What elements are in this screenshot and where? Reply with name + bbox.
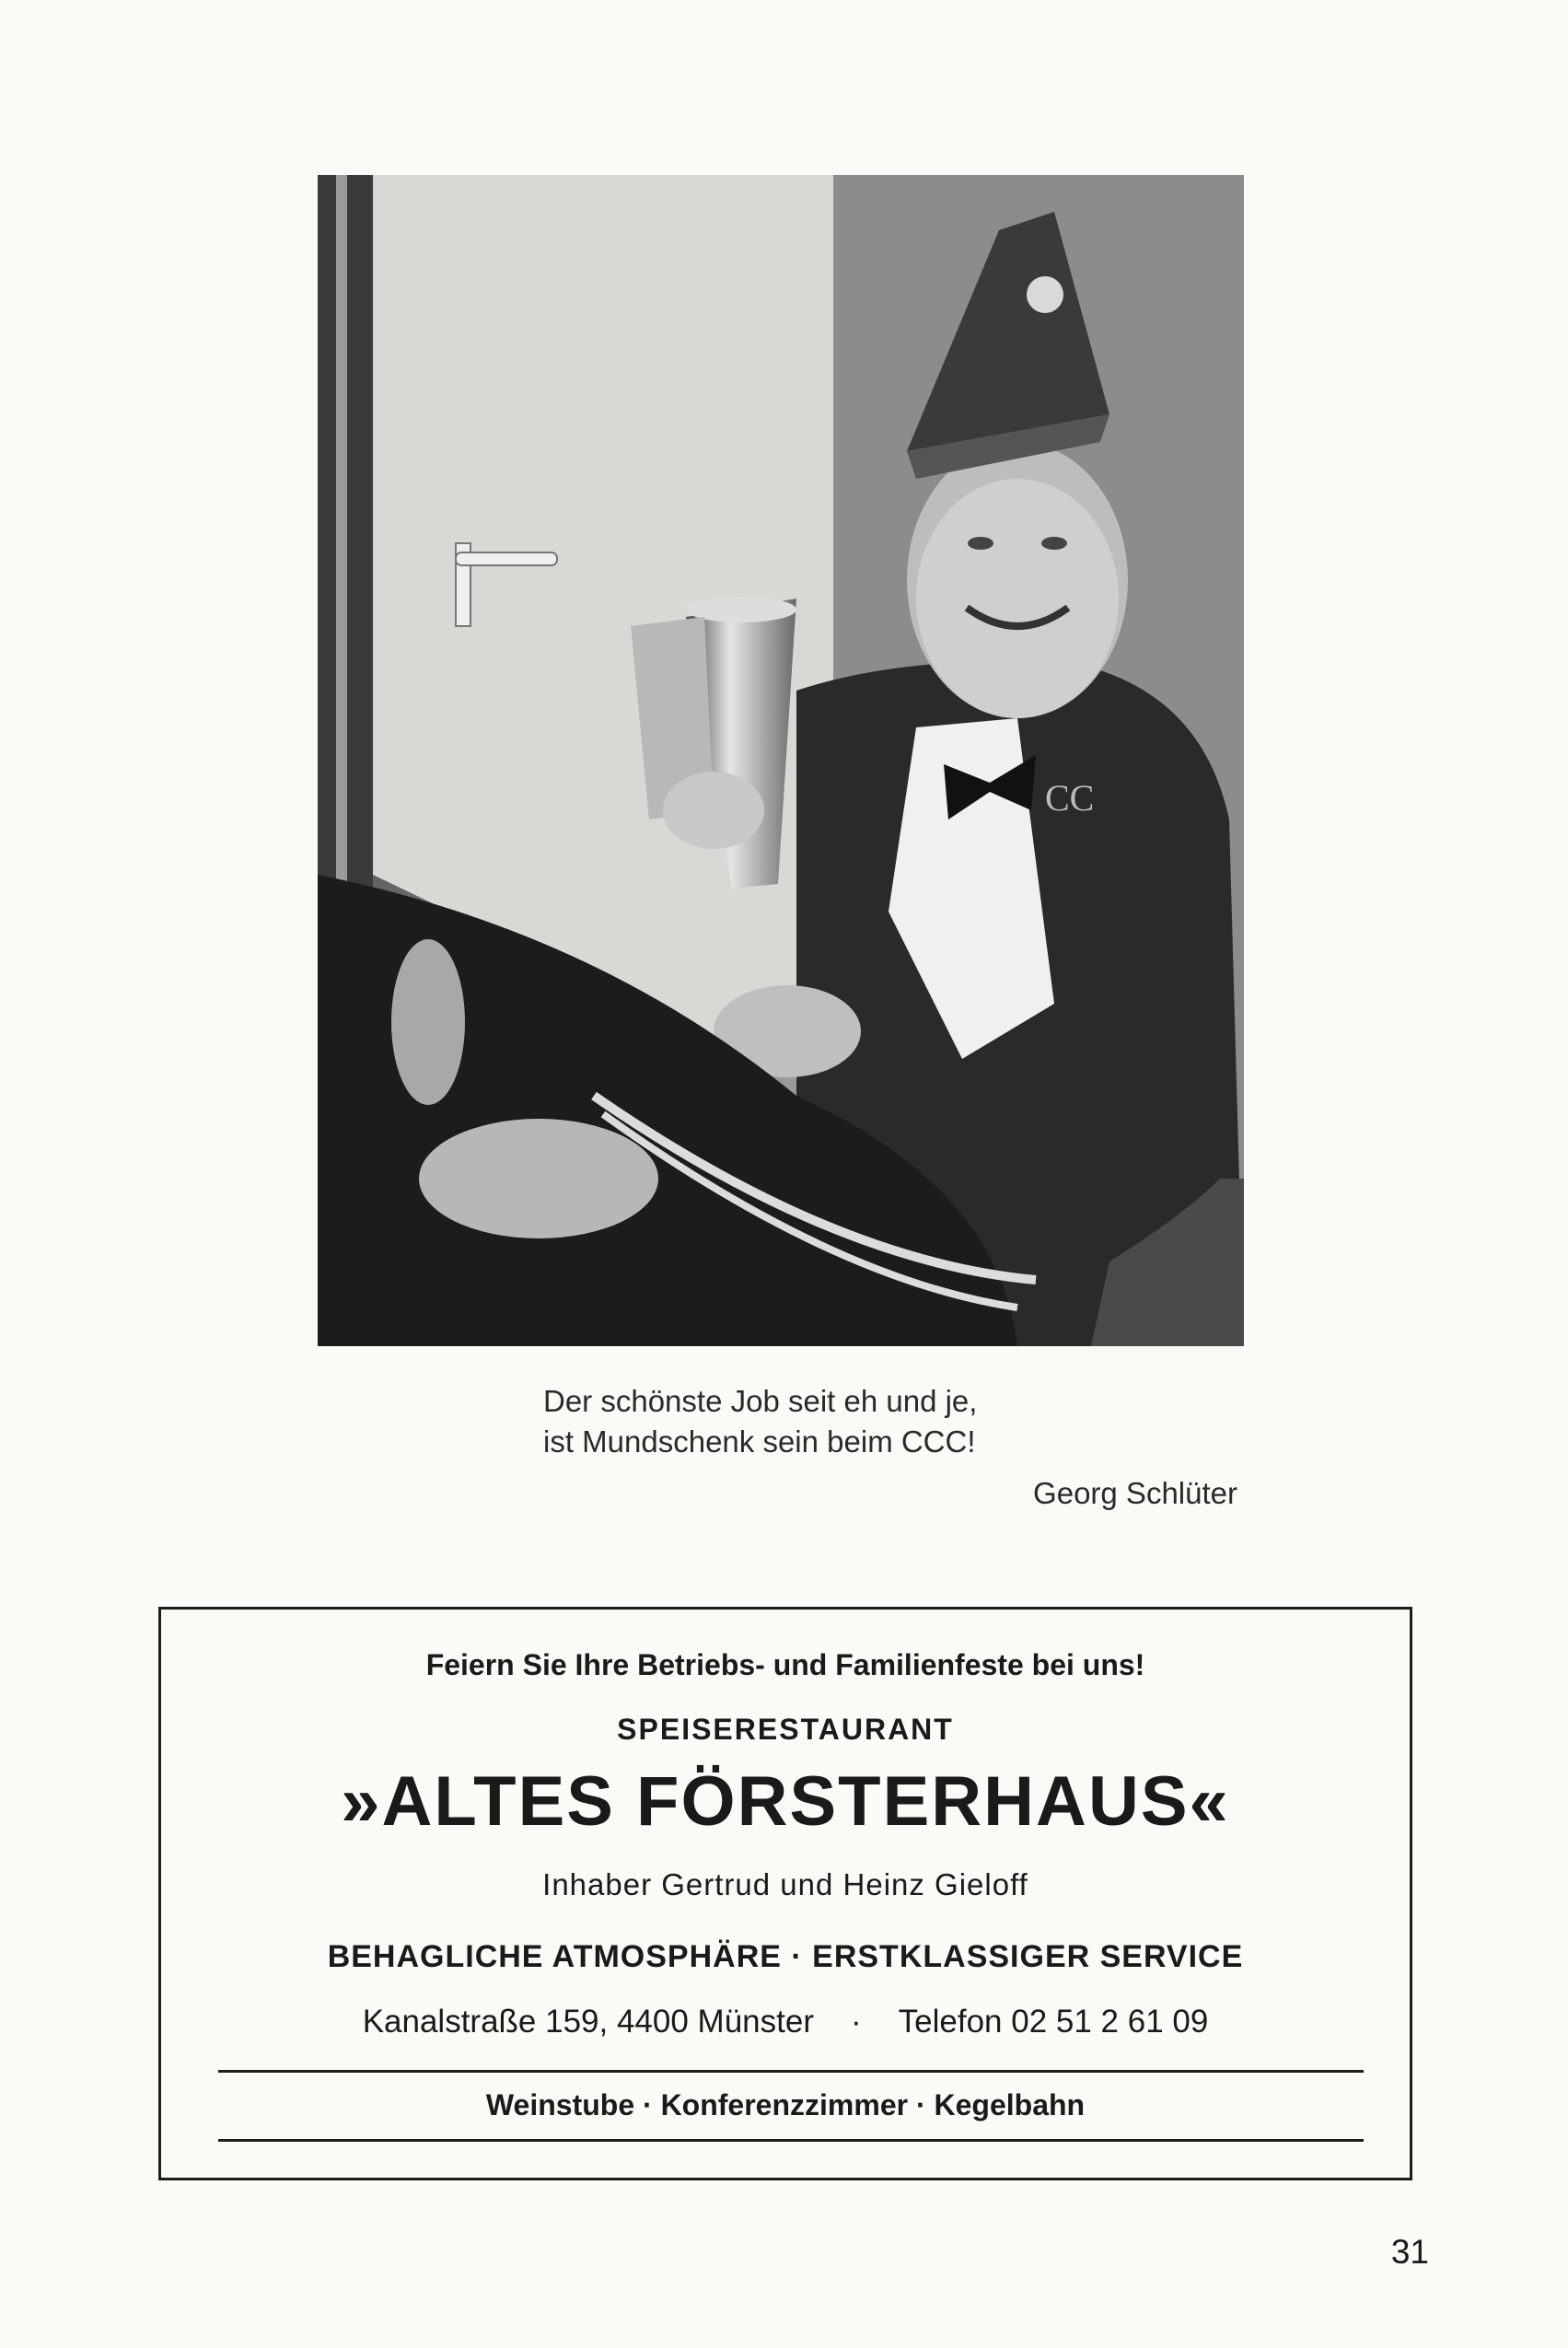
ad-features: BEHAGLICHE ATMOSPHÄRE · ERSTKLASSIGER SERVICE	[327, 1939, 1244, 1974]
caption-line-1: Der schönste Job seit eh und je,	[543, 1384, 978, 1418]
ad-tagline: Feiern Sie Ihre Betriebs- und Familienfeste bei uns!	[425, 1648, 1145, 1681]
ad-services: Weinstube · Konferenzzimmer · Kegelbahn	[485, 2088, 1086, 2121]
ad-contact	[161, 2004, 1410, 2040]
ad-divider-top	[218, 2070, 1364, 2073]
ad-divider-bottom	[218, 2139, 1364, 2142]
photo	[318, 175, 1244, 1346]
caption-line-2: ist Mundschenk sein beim CCC!	[543, 1424, 976, 1459]
ad-restaurant-name: »ALTES FÖRSTERHAUS«	[341, 1762, 1230, 1841]
photo-caption	[543, 1381, 1243, 1514]
ad-owner: Inhaber Gertrud und Heinz Gieloff	[542, 1867, 1028, 1901]
ad-contact-separator: ·	[850, 2004, 862, 2040]
person-photo-icon	[318, 175, 1244, 1346]
page-number: 31	[1390, 2233, 1429, 2271]
caption-author: Georg Schlüter	[1033, 1476, 1237, 1510]
ad-address: Kanalstraße 159, 4400 Münster	[362, 2004, 814, 2040]
ad-phone: Telefon 02 51 2 61 09	[898, 2004, 1209, 2040]
svg-text:CC: CC	[1045, 777, 1095, 819]
restaurant-advertisement	[158, 1607, 1412, 2180]
ad-subtitle: SPEISERESTAURANT	[617, 1713, 954, 1746]
